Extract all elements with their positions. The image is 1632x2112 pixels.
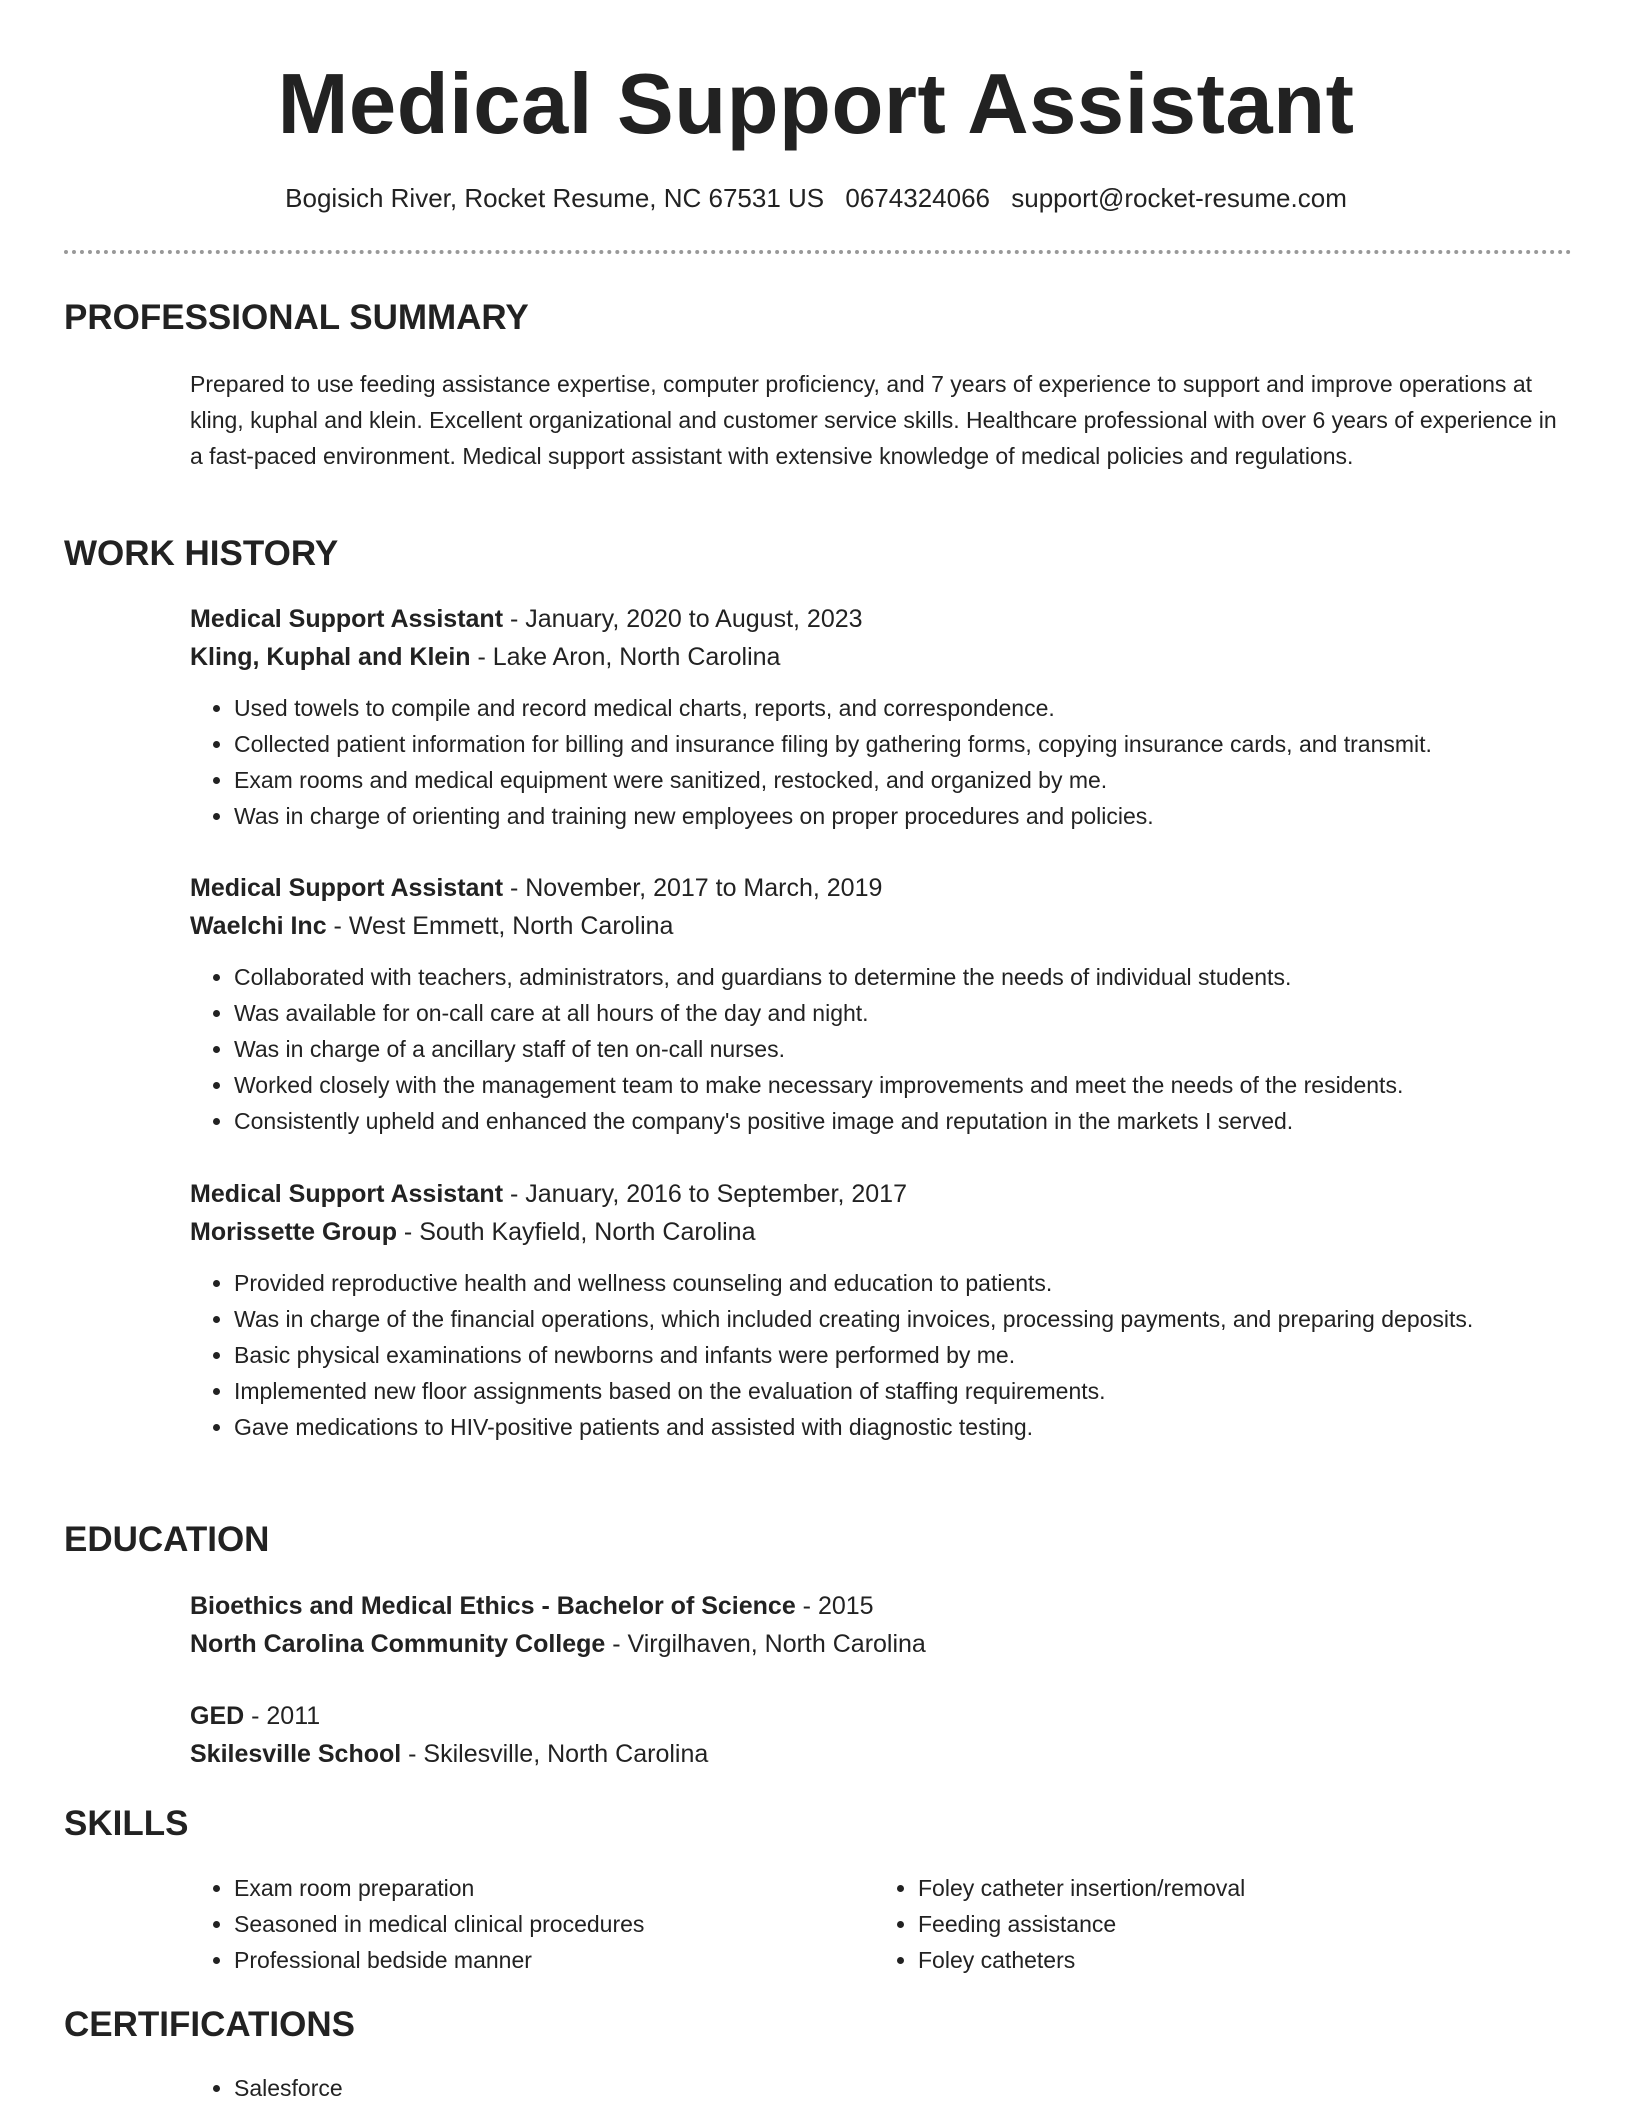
company-name: Kling, Kuphal and Klein — [190, 643, 471, 671]
contact-line — [0, 180, 1632, 216]
list-item: • Exam rooms and medical equipment were sanitized, restocked, and organized by me. — [234, 762, 1570, 798]
education-entry — [190, 1587, 1570, 1663]
address: Bogisich River, Rocket Resume, NC 67531 US — [285, 183, 825, 213]
list-item: • Exam room preparation — [234, 1870, 874, 1906]
skills-list — [190, 1870, 1570, 1978]
summary-heading: PROFESSIONAL SUMMARY — [64, 298, 529, 337]
education-heading: EDUCATION — [64, 1520, 270, 1559]
job-title: Medical Support Assistant — [190, 1180, 504, 1208]
job-dates: - January, 2016 to September, 2017 — [503, 1180, 907, 1208]
degree: GED — [190, 1702, 245, 1730]
list-item: • Was in charge of orienting and training new employees on proper procedures and policies. — [234, 798, 1570, 834]
list-item: • Basic physical examinations of newborns and infants were performed by me. — [234, 1337, 1570, 1373]
list-item: • Collaborated with teachers, administrators, and guardians to determine the needs of individual students. — [234, 959, 1570, 995]
list-item: • Gave medications to HIV-positive patients and assisted with diagnostic testing. — [234, 1409, 1570, 1445]
job-bullets — [190, 690, 1570, 834]
school-location: - Virgilhaven, North Carolina — [605, 1630, 926, 1658]
list-item: • Collected patient information for billing and insurance filing by gathering forms, copying insurance cards, and transmit. — [234, 726, 1570, 762]
list-item: • Seasoned in medical clinical procedures — [234, 1906, 874, 1942]
list-item: • Foley catheter insertion/removal — [918, 1870, 1558, 1906]
job-entry — [190, 869, 1570, 1139]
list-item: • Used towels to compile and record medical charts, reports, and correspondence. — [234, 690, 1570, 726]
graduation-year: - 2015 — [795, 1592, 874, 1620]
job-location: - West Emmett, North Carolina — [326, 912, 674, 940]
skills-heading: SKILLS — [64, 1804, 189, 1843]
candidate-name: Medical Support Assistant — [277, 57, 1355, 152]
work-history-heading: WORK HISTORY — [64, 534, 339, 573]
degree: Bioethics and Medical Ethics - Bachelor of Science — [190, 1592, 796, 1620]
list-item: • Worked closely with the management team to make necessary improvements and meet the needs of the residents. — [234, 1067, 1570, 1103]
school-name: North Carolina Community College — [190, 1630, 606, 1658]
summary-text: Prepared to use feeding assistance expertise, computer proficiency, and 7 years of experience to support and improve operations at kling, kuphal and klein. Excellent organizational and customer service skills. Healthcare professional with over 6 years of experience in a fast-paced environment. Medical support assistant with extensive knowledge of medical policies and regulations. — [190, 371, 1557, 469]
job-location: - Lake Aron, North Carolina — [470, 643, 781, 671]
job-bullets — [190, 1265, 1570, 1445]
education-entry — [190, 1697, 1570, 1773]
job-title: Medical Support Assistant — [190, 874, 504, 902]
graduation-year: - 2011 — [244, 1702, 321, 1730]
list-item: • Was available for on-call care at all hours of the day and night. — [234, 995, 1570, 1031]
job-bullets — [190, 959, 1570, 1139]
list-item: • Feeding assistance — [918, 1906, 1558, 1942]
job-dates: - November, 2017 to March, 2019 — [503, 874, 883, 902]
email[interactable]: support@rocket-resume.com — [1011, 183, 1347, 213]
header-divider — [64, 250, 1572, 254]
phone: 0674324066 — [845, 183, 990, 213]
list-item: • Foley catheters — [918, 1942, 1558, 1978]
company-name: Waelchi Inc — [190, 912, 327, 940]
skills-column-right — [874, 1870, 1558, 1978]
certifications-heading: CERTIFICATIONS — [64, 2005, 356, 2044]
certifications-list — [190, 2070, 1570, 2106]
list-item: • Implemented new floor assignments based on the evaluation of staffing requirements. — [234, 1373, 1570, 1409]
school-name: Skilesville School — [190, 1740, 402, 1768]
company-name: Morissette Group — [190, 1218, 397, 1246]
job-location: - South Kayfield, North Carolina — [396, 1218, 756, 1246]
job-entry — [190, 600, 1570, 834]
list-item: • Was in charge of the financial operations, which included creating invoices, processing payments, and preparing deposits. — [234, 1301, 1570, 1337]
list-item: • Salesforce — [234, 2070, 1570, 2106]
job-entry — [190, 1175, 1570, 1445]
job-title: Medical Support Assistant — [190, 605, 504, 633]
list-item: • Consistently upheld and enhanced the company's positive image and reputation in the markets I served. — [234, 1103, 1570, 1139]
skills-column-left — [190, 1870, 874, 1978]
school-location: - Skilesville, North Carolina — [401, 1740, 709, 1768]
job-dates: - January, 2020 to August, 2023 — [503, 605, 863, 633]
list-item: • Provided reproductive health and wellness counseling and education to patients. — [234, 1265, 1570, 1301]
list-item: • Professional bedside manner — [234, 1942, 874, 1978]
list-item: • Was in charge of a ancillary staff of ten on-call nurses. — [234, 1031, 1570, 1067]
